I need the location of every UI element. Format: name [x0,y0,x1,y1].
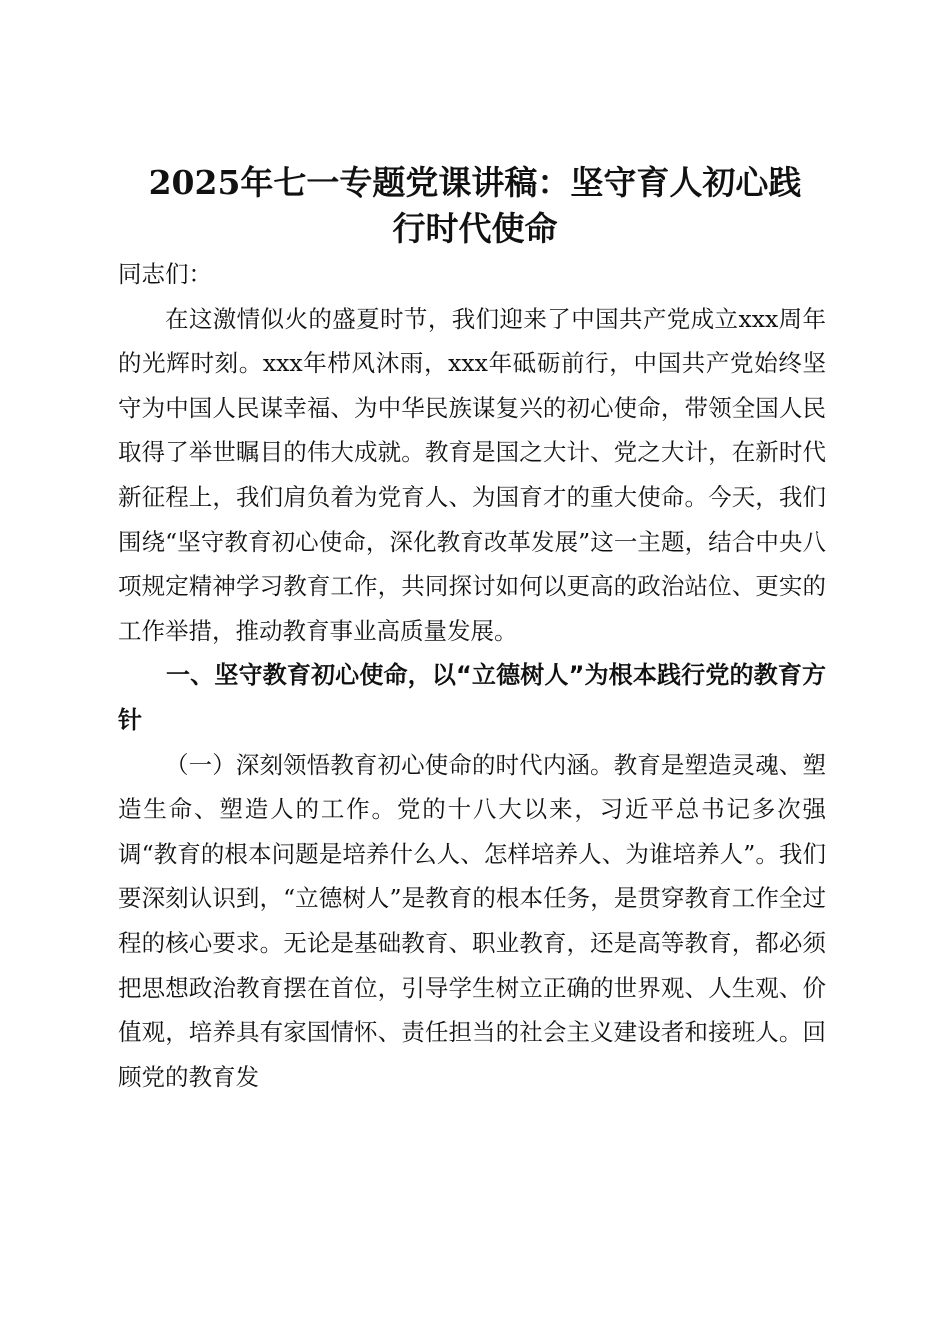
document-title-line-1: 2025年七一专题党课讲稿：坚守育人初心践 [148,163,802,203]
section-1-heading: 一、坚守教育初心使命，以“立德树人”为根本践行党的教育方针 [118,661,826,734]
intro-paragraph: 在这激情似火的盛夏时节，我们迎来了中国共产党成立xxx周年的光辉时刻。xxx年栉风沐雨，xxx年砥砺前行，中国共产党始终坚守为中国人民谋幸福、为中华民族谋复兴的初心使命，带领全国人民取得了举世瞩目的伟大成就。教育是国之大计、党之大计，在新时代新征程上，我们肩负着为党育人、为国育才的重大使命。今天，我们围绕“坚守教育初心使命，深化教育改革发展”这一主题，结合中央八项规定精神学习教育工作，共同探讨如何以更高的政治站位、更实的工作举措，推动教育事业高质量发展。 [118,304,826,645]
section-1-paragraph-1: （一）深刻领悟教育初心使命的时代内涵。教育是塑造灵魂、塑造生命、塑造人的工作。党的十八大以来，习近平总书记多次强调“教育的根本问题是培养什么人、怎样培养人、为谁培养人”。我们要深刻认识到，“立德树人”是教育的根本任务，是贯穿教育工作全过程的核心要求。无论是基础教育、职业教育，还是高等教育，都必须把思想政治教育摆在首位，引导学生树立正确的世界观、人生观、价值观，培养具有家国情怀、责任担当的社会主义建设者和接班人。回顾党的教育发 [118,750,826,1091]
document-title-line-2: 行时代使命 [392,209,558,249]
salutation: 同志们： [118,260,212,288]
document-body [118,252,826,1099]
document-title [110,160,840,252]
